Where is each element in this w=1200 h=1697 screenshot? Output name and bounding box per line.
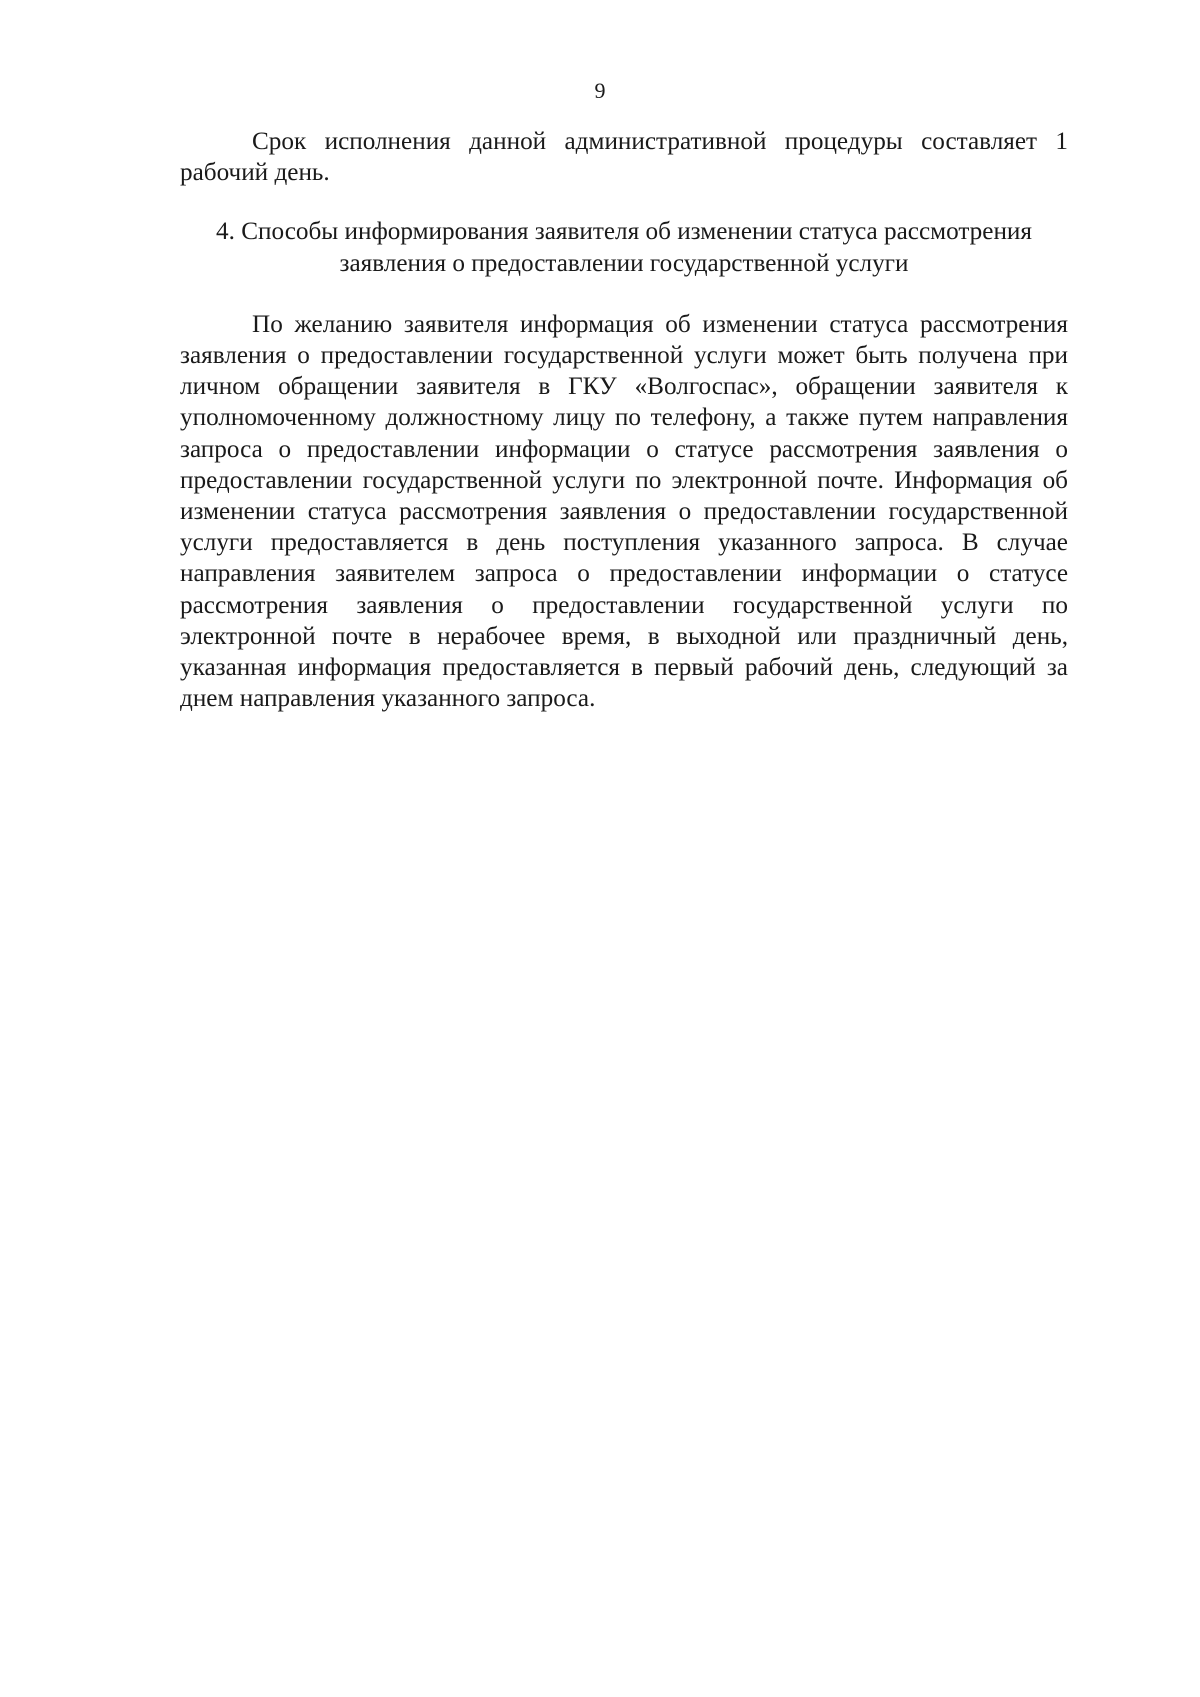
paragraph-execution-term: Срок исполнения данной административной процедуры составляет 1 рабочий день. [180,128,1068,187]
page-number: 9 [594,78,606,103]
section-heading [180,216,1068,278]
section-heading-line-1: 4. Способы информирования заявителя об изменении статуса рассмотрения [216,218,1032,246]
paragraph-informing-methods: По желанию заявителя информация об изменении статуса рассмотрения заявления о предоставлении государственной услуги может быть получена при личном обращении заявителя в ГКУ «Волгоспас», обращении заявителя к уполномоченному должностному лицу по телефону, а также путем направления запроса о предоставлении информации о статусе рассмотрения заявления о предоставлении государственной услуги по электронной почте. Информация об изменении статуса рассмотрения заявления о предоставлении государственной услуги предоставляется в день поступления указанного запроса. В случае направления заявителем запроса о предоставлении информации о статусе рассмотрения заявления о предоставлении государственной услуги по электронной почте в нерабочее время, в выходной или праздничный день, указанная информация предоставляется в первый рабочий день, следующий за днем направления указанного запроса. [180,310,1068,713]
page-content [180,126,1068,714]
section-heading-line-2: заявления о предоставлении государственной услуги [339,249,909,277]
